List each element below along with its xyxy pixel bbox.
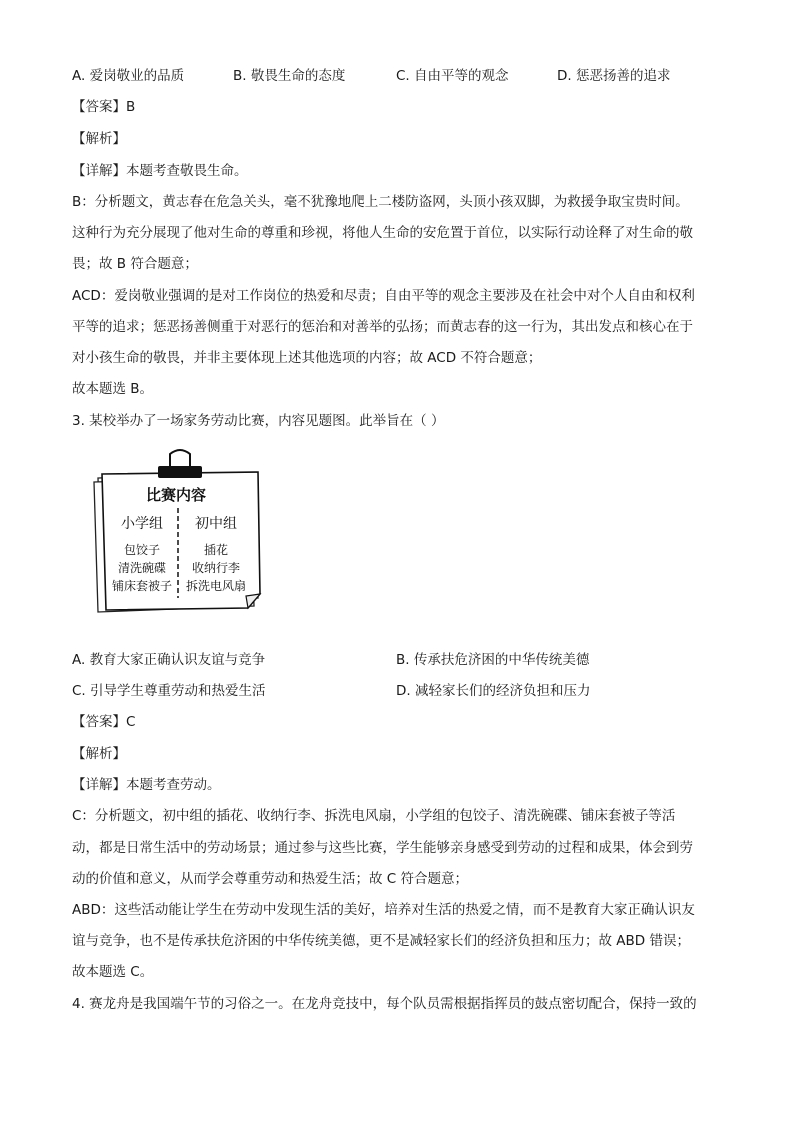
q2-analysis-label: 【解析】: [72, 131, 126, 147]
q2-option-c: C. 自由平等的观念: [396, 68, 509, 84]
q2-exp-line: B：分析题文，黄志春在危急关头，毫不犹豫地爬上二楼防盗网，头顶小孩双脚，为救援争取宝贵时间。: [72, 194, 689, 210]
q2-option-d: D. 惩恶扬善的追求: [557, 68, 671, 84]
figure-left-item: 铺床套被子: [111, 579, 173, 593]
q2-exp-line: 这种行为充分展现了他对生命的尊重和珍视，将他人生命的安危置于首位，以实际行动诠释了对生命的敬: [72, 225, 693, 241]
q3-stem: 3. 某校举办了一场家务劳动比赛，内容见题图。此举旨在（ ）: [72, 413, 445, 429]
q2-exp-line: ACD：爱岗敬业强调的是对工作岗位的热爱和尽责；自由平等的观念主要涉及在社会中对个人自由和权利: [72, 288, 695, 304]
q2-exp-line: 故本题选 B。: [72, 381, 154, 397]
q3-detail: 【详解】本题考查劳动。: [72, 777, 221, 793]
figure-right-item: 插花: [203, 543, 229, 557]
q3-exp-line: 谊与竞争，也不是传承扶危济困的中华传统美德，更不是减轻家长们的经济负担和压力；故 ABD 错误；: [72, 933, 690, 949]
figure-title: 比赛内容: [145, 486, 207, 504]
q3-exp-line: C：分析题文，初中组的插花、收纳行李、拆洗电风扇，小学组的包饺子、清洗碗碟、铺床套被子等活: [72, 808, 676, 824]
q3-option-d: D. 减轻家长们的经济负担和压力: [396, 683, 591, 699]
q3-option-b: B. 传承扶危济困的中华传统美德: [396, 652, 590, 668]
figure-right-item: 拆洗电风扇: [185, 579, 247, 593]
q2-exp-line: 对小孩生命的敬畏，并非主要体现上述其他选项的内容；故 ACD 不符合题意；: [72, 350, 542, 366]
q2-detail: 【详解】本题考查敬畏生命。: [72, 163, 248, 179]
q3-exp-line: 动，都是日常生活中的劳动场景；通过参与这些比赛，学生能够亲身感受到劳动的过程和成果，体会到劳: [72, 840, 693, 856]
figure-right-header: 初中组: [195, 516, 237, 532]
q3-analysis-label: 【解析】: [72, 746, 126, 762]
q3-option-a: A. 教育大家正确认识友谊与竞争: [72, 652, 266, 668]
q3-exp-line: ABD：这些活动能让学生在劳动中发现生活的美好，培养对生活的热爱之情，而不是教育大家正确认识友: [72, 902, 695, 918]
figure-left-item: 包饺子: [123, 543, 161, 557]
q4-stem: 4. 赛龙舟是我国端午节的习俗之一。在龙舟竞技中，每个队员需根据指挥员的鼓点密切配合，保持一致的: [72, 996, 697, 1012]
q3-option-c: C. 引导学生尊重劳动和热爱生活: [72, 683, 266, 699]
q2-option-b: B. 敬畏生命的态度: [233, 68, 346, 84]
competition-content-figure: [88, 448, 264, 628]
q3-exp-line: 动的价值和意义，从而学会尊重劳动和热爱生活；故 C 符合题意；: [72, 871, 469, 887]
figure-left-header: 小学组: [121, 516, 163, 532]
q2-exp-line: 畏；故 B 符合题意；: [72, 256, 198, 272]
q3-answer: 【答案】C: [72, 714, 136, 730]
q2-answer: 【答案】B: [72, 99, 136, 115]
q3-exp-line: 故本题选 C。: [72, 964, 154, 980]
q2-option-a: A. 爱岗敬业的品质: [72, 68, 185, 84]
figure-left-item: 清洗碗碟: [117, 561, 167, 575]
q2-exp-line: 平等的追求；惩恶扬善侧重于对恶行的惩治和对善举的弘扬；而黄志春的这一行为，其出发点和核心在于: [72, 319, 693, 335]
figure-right-item: 收纳行李: [191, 561, 241, 575]
